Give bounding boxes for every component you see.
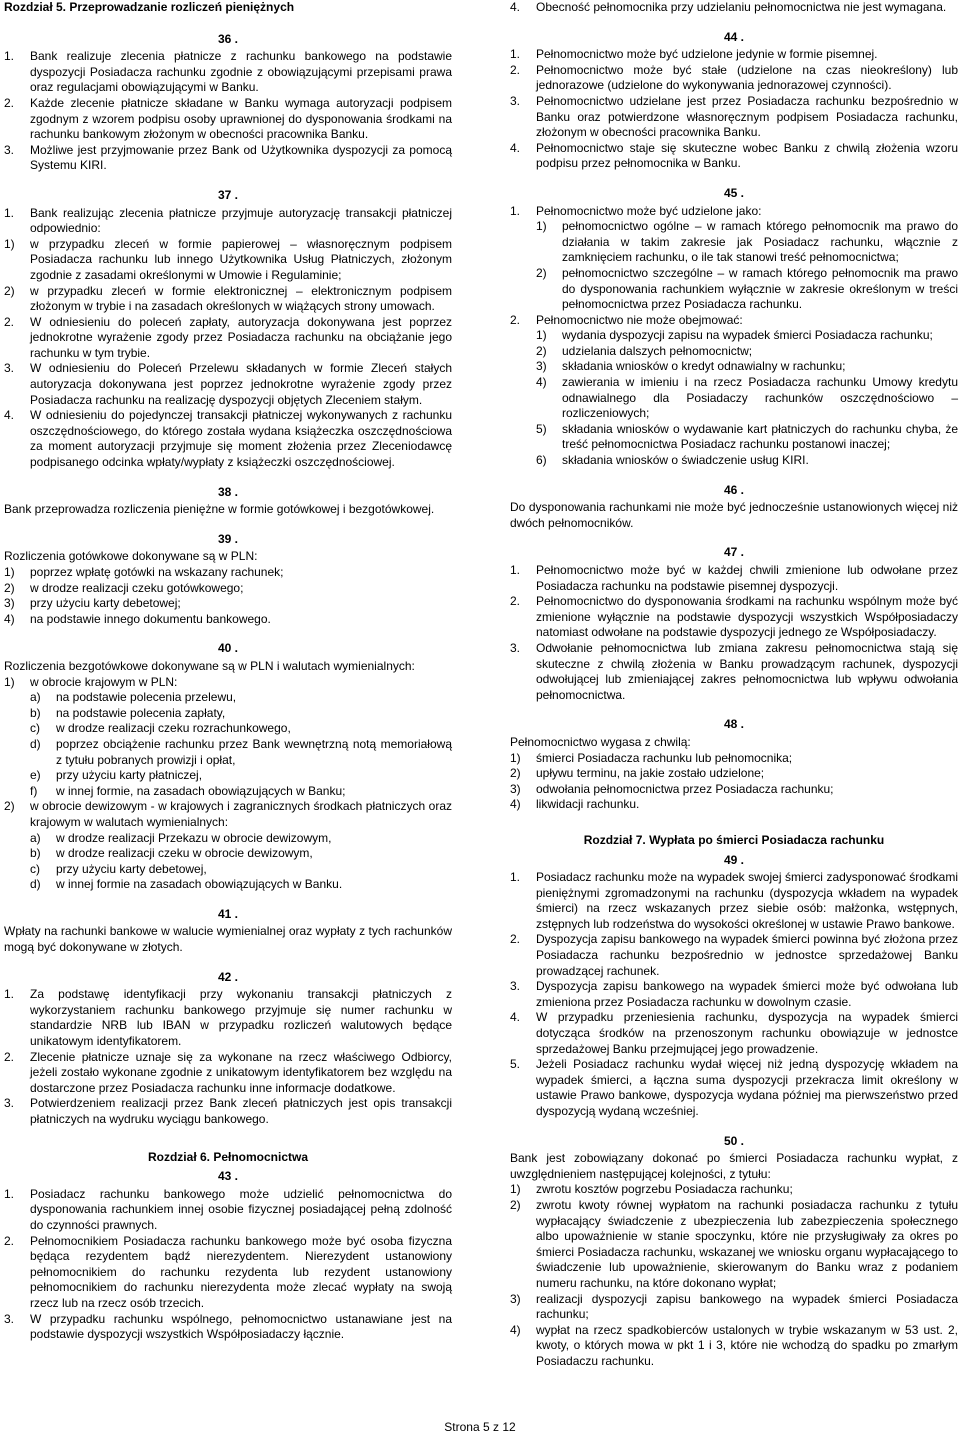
- page-footer: Strona 5 z 12: [444, 1420, 516, 1434]
- list-item: 2) w obrocie dewizowym - w krajowych i zagranicznych środkach płatniczych oraz krajowym w walutach wymienialnych:: [4, 799, 452, 829]
- list-item: 1. Pełnomocnictwo może być udzielone jedynie w formie pisemnej.: [510, 47, 878, 62]
- list-item: 1) w obrocie krajowym w PLN:: [4, 674, 178, 689]
- section-50-list: [510, 1182, 958, 1369]
- list-item: 1) wydania dyspozycji zapisu na wypadek śmierci Posiadacza rachunku;: [536, 328, 933, 343]
- list-item: 3. Możliwe jest przyjmowanie przez Bank od Użytkownika dyspozycji za pomocą Systemu KIRI.: [4, 142, 452, 173]
- list-item: 5. Jeżeli Posiadacz rachunku wydał więcej niż jedną dyspozycję wkładem na wypadek śmierci, a łączna suma dyspozycji przekracza limit określony w ustawie Prawo bankowe, dyspozycja wydana później ma pierwszeństwo przed dyspozycją wydaną wcześniej.: [510, 1057, 958, 1118]
- list-item: 4. Obecność pełnomocnika przy udzielaniu pełnomocnictwa nie jest wymagana.: [510, 0, 947, 14]
- section-43-number: 43 .: [217, 1169, 238, 1184]
- list-item: b) w drodze realizacji czeku w obrocie dewizowym,: [30, 846, 313, 861]
- section-49-number: 49 .: [723, 852, 744, 867]
- list-item: 4) likwidacji rachunku.: [510, 797, 640, 812]
- list-item: d) poprzez obciążenie rachunku przez Bank wewnętrzną notą memoriałową z tytułu pobranych prowizji i opłat,: [30, 736, 452, 767]
- section-44-number: 44 .: [723, 29, 744, 44]
- list-item: 2) w drodze realizacji czeku gotówkowego;: [4, 580, 244, 595]
- list-item: 1. Bank realizując zlecenia płatnicze przyjmuje autoryzację transakcji płatniczej odpowiednio:: [4, 205, 452, 236]
- right-column: [510, 0, 958, 1370]
- list-item: 3. Pełnomocnictwo udzielane jest przez Posiadacza rachunku bezpośrednio w Banku oraz potwierdzone własnoręcznym podpisem Posiadacza rachunku, złożonym w obecności pracownika Banku.: [510, 93, 958, 140]
- section-40-list-2: [4, 799, 452, 830]
- section-48-list: [510, 751, 958, 813]
- section-43-list-cont: [510, 0, 958, 16]
- list-item: 1) w przypadku zleceń w formie papierowej – własnoręcznym podpisem Posiadacza rachunku lub innego Użytkownika Usług Płatniczych, złożonym zgodnie z zasadami określonymi w Umowie i Regulaminie;: [4, 236, 452, 282]
- list-item: e) przy użyciu karty płatniczej,: [30, 768, 203, 783]
- list-item: 2) zwrotu kwoty równej wypłatom na rachunki posiadacza rachunku z tytułu wypłacający świadczenie z ubezpieczenia lub zabezpieczenia społecznego albo upoważnienie w stanie spoczynku, które nie przysługiwały za okres po śmierci Posiadacza rachunku, wskazanej we wniosku organu wypłacającego to świadczenie lub upoważnienie, skierowanym do Banku wraz z podaniem numeru rachunku, na które dokonano wypłat;: [510, 1197, 958, 1290]
- list-item: d) w innej formie na zasadach obowiązujących w Banku.: [30, 877, 343, 892]
- list-item: 1) śmierci Posiadacza rachunku lub pełnomocnika;: [510, 750, 793, 765]
- section-50-number: 50 .: [723, 1133, 744, 1148]
- list-item: 2. Pełnomocnictwo do dysponowania środkami na rachunku wspólnym może być zmienione wyłącznie na podstawie dyspozycji wszystkich Współposiadaczy natomiast odwołane na podstawie dyspozycji jednego ze Współposiadaczy.: [510, 594, 958, 640]
- section-40-intro: Rozliczenia bezgotówkowe dokonywane są w PLN i walutach wymienialnych:: [4, 658, 415, 673]
- section-39-list: [4, 565, 452, 627]
- chapter-7-title: Rozdział 7. Wypłata po śmierci Posiadacza rachunku: [583, 832, 885, 847]
- section-45-sublist-1: [536, 219, 958, 313]
- left-column: [4, 0, 452, 1343]
- list-item: 4. W odniesieniu do pojedynczej transakcji płatniczej wykonywanych z rachunku oszczędnościowego, do którego została wydana książeczka oszczędnościowa za moment autoryzacji przyjmuje się moment złożenia przez Zleceniodawcę podpisanego odcinka wpłaty/wypłaty z książeczki oszczędnościowej.: [4, 408, 452, 470]
- list-item: 2. Pełnomocnictwo nie może obejmować:: [510, 312, 743, 327]
- section-45-number: 45 .: [723, 185, 744, 200]
- section-40-sublist-1: [30, 690, 452, 799]
- list-item: 4. W przypadku przeniesienia rachunku, dyspozycja na wypadek śmierci dotycząca środków na przenoszonym rachunku obowiązuje w jednostce sprzedażowej Banku przejmującej jego prowadzenie.: [510, 1010, 958, 1056]
- list-item: 2) pełnomocnictwo szczególne – w ramach którego pełnomocnik ma prawo do dysponowania rachunkiem wyłącznie w zakresie określonym w treści pełnomocnictwa przez Posiadacza rachunku.: [536, 265, 958, 312]
- section-37-sublist: [4, 237, 452, 315]
- section-38-text: Bank przeprowadza rozliczenia pieniężne w formie gotówkowej i bezgotówkowej.: [4, 502, 435, 517]
- list-item: 1. Pełnomocnictwo może być udzielone jako:: [510, 203, 762, 218]
- list-item: 2. W odniesieniu do poleceń zapłaty, autoryzacja dokonywana jest poprzez jednokrotne wyrażenie zgody przez Posiadacza rachunku na obciążanie jego rachunku w tym trybie.: [4, 314, 452, 360]
- list-item: 3) odwołania pełnomocnictwa przez Posiadacza rachunku;: [510, 781, 834, 796]
- section-45-sublist-2: [536, 328, 958, 468]
- section-41-text: Wpłaty na rachunki bankowe w walucie wymienialnej oraz wypłaty z tych rachunków mogą być dokonywane w złotych.: [4, 924, 452, 955]
- list-item: 4) na podstawie innego dokumentu bankowego.: [4, 611, 271, 626]
- list-item: 1. Za podstawę identyfikacji przy wykonaniu transakcji płatniczych z wykorzystaniem rachunku bankowego przyjmuje się numer rachunku w standardzie NRB lub IBAN w przypadku rozliczeń walutowych będące unikatowym identyfikatorem.: [4, 987, 452, 1049]
- section-40-number: 40 .: [217, 641, 238, 656]
- section-42-list: [4, 987, 452, 1127]
- list-item: 5) składania wniosków o wydawanie kart płatniczych do rachunku chyba, że treść pełnomocnictwa Posiadacz rachunku postanowi inaczej;: [536, 421, 958, 452]
- list-item: 1) zwrotu kosztów pogrzebu Posiadacza rachunku;: [510, 1182, 793, 1197]
- section-38-number: 38 .: [217, 484, 238, 499]
- list-item: 3. Dyspozycja zapisu bankowego na wypadek śmierci może być odwołana lub zmieniona przez Posiadacza rachunku w dowolnym czasie.: [510, 979, 958, 1009]
- section-48-intro: Pełnomocnictwo wygasa z chwilą:: [510, 734, 691, 749]
- list-item: 3. W odniesieniu do Poleceń Przelewu składanych w formie Zleceń stałych autoryzacja dokonywana jest poprzez jednokrotne wyrażenie zgody przez Posiadacza rachunku na realizację dyspozycji objętych Zleceniem stałym.: [4, 361, 452, 407]
- section-39-number: 39 .: [217, 531, 238, 546]
- section-45-list-2: [510, 313, 958, 329]
- section-48-number: 48 .: [723, 717, 744, 732]
- list-item: 2) upływu terminu, na jakie zostało udzielone;: [510, 766, 765, 781]
- list-item: 1. Posiadacz rachunku bankowego może udzielić pełnomocnictwa do dysponowania rachunkiem innej osobie fizycznej posiadającej pełną zdolność do czynności prawnych.: [4, 1186, 452, 1232]
- section-47-number: 47 .: [723, 545, 744, 560]
- list-item: 1. Posiadacz rachunku może na wypadek swojej śmierci zadysponować środkami pieniężnymi zgromadzonymi na rachunku (dyspozycja wkładem na wypadek śmierci) na rzecz wskazanych przez siebie osób: małżonka, wstępnych, zstępnych lub rodzeństwa do wysokości określonej w ustawie Prawo bankowe.: [510, 870, 958, 931]
- section-37-list-cont: [4, 315, 452, 471]
- section-42-number: 42 .: [217, 969, 238, 984]
- list-item: 2) udzielania dalszych pełnomocnictw;: [536, 343, 753, 358]
- section-46-number: 46 .: [723, 482, 744, 497]
- section-37-list: [4, 206, 452, 237]
- list-item: 4) wypłat na rzecz spadkobierców ustalonych w trybie wskazanym w 53 ust. 2, kwoty, o których mowa w pkt 1 i 3, które nie wchodzą do spadku po zmarłym Posiadaczu rachunku.: [510, 1322, 958, 1368]
- section-45-list: [510, 204, 958, 220]
- section-50-intro: Bank jest zobowiązany dokonać po śmierci Posiadacza rachunku wypłat, z uwzględnieniem następującej kolejności, z tytułu:: [510, 1151, 958, 1181]
- section-40-sublist-2: [30, 831, 452, 893]
- section-44-list: [510, 47, 958, 172]
- list-item: 3) składania wniosków o kredyt odnawialny w rachunku;: [536, 359, 846, 374]
- list-item: 2. Dyspozycja zapisu bankowego na wypadek śmierci powinna być złożona przez Posiadacza rachunku bezpośrednio w jednostce sprzedażowej Banku prowadzącej rachunek.: [510, 932, 958, 978]
- section-37-number: 37 .: [217, 187, 238, 202]
- list-item: a) na podstawie polecenia przelewu,: [30, 690, 237, 705]
- list-item: 2. Zlecenie płatnicze uznaje się za wykonane na rzecz właściwego Odbiorcy, jeżeli zostało wykonane zgodnie z unikatowym identyfikatorem bez względu na dostarczone przez Posiadacza rachunku inne informacje dodatkowe.: [4, 1049, 452, 1095]
- list-item: 3. Potwierdzeniem realizacji przez Bank zleceń płatniczych jest opis transakcji płatniczych na wydruku wyciągu bankowego.: [4, 1096, 452, 1126]
- list-item: f) w innej formie, na zasadach obowiązujących w Banku;: [30, 783, 346, 798]
- list-item: 3) realizacji dyspozycji zapisu bankowego na wypadek śmierci Posiadacza rachunku;: [510, 1291, 958, 1322]
- list-item: a) w drodze realizacji Przekazu w obrocie dewizowym,: [30, 830, 332, 845]
- section-36-number: 36 .: [217, 31, 238, 46]
- list-item: 6) składania wniosków o świadczenie usług KIRI.: [536, 453, 809, 468]
- chapter-6-title: Rozdział 6. Pełnomocnictwa: [147, 1149, 309, 1164]
- list-item: 1. Bank realizuje zlecenia płatnicze z rachunku bankowego na podstawie dyspozycji Posiadacza rachunku zgodnie z obowiązującymi przepisami prawa oraz regulacjami obowiązującymi w Banku.: [4, 49, 452, 95]
- list-item: 4. Pełnomocnictwo staje się skuteczne wobec Banku z chwilą złożenia wzoru podpisu przez pełnomocnika w Banku.: [510, 140, 958, 171]
- section-39-intro: Rozliczenia gotówkowe dokonywane są w PLN:: [4, 549, 258, 564]
- list-item: 2) w przypadku zleceń w formie elektronicznej – elektronicznym podpisem złożonym w trybie i na zasadach określonych w wiążących strony umowach.: [4, 283, 452, 314]
- section-47-list: [510, 563, 958, 703]
- section-36-list: [4, 49, 452, 174]
- list-item: 3. Odwołanie pełnomocnictwa lub zmiana zakresu pełnomocnictwa stają się skuteczne z chwilą złożenia w Banku prowadzącym rachunek, dyspozycji odwołującej lub zmieniającej zakres pełnomocnictwa lub wpływu odwołania pełnomocnictwa.: [510, 640, 958, 702]
- list-item: 2. Każde zlecenie płatnicze składane w Banku wymaga autoryzacji podpisem zgodnym z wzorem podpisu osoby uprawnionej do dysponowania środkami na rachunku bankowym złożonym w obecności pracownika Banku.: [4, 95, 452, 142]
- list-item: 3. W przypadku rachunku wspólnego, pełnomocnictwo ustanawiane jest na podstawie dyspozycji wszystkich Współposiadaczy łącznie.: [4, 1311, 452, 1342]
- section-46-text: Do dysponowania rachunkami nie może być jednocześnie ustanowionych więcej niż dwóch pełnomocników.: [510, 500, 958, 530]
- list-item: 4) zawierania w imieniu i na rzecz Posiadacza rachunku Umowy kredytu odnawialnego dla Posiadaczy rachunków oszczędnościowo –rozliczeniowych;: [536, 375, 958, 421]
- list-item: c) w drodze realizacji czeku rozrachunkowego,: [30, 721, 291, 736]
- list-item: 1. Pełnomocnictwo może być w każdej chwili zmienione lub odwołane przez Posiadacza rachunku na podstawie pisemnej dyspozycji.: [510, 563, 958, 593]
- list-item: 1) pełnomocnictwo ogólne – w ramach którego pełnomocnik ma prawo do działania w takim zakresie jak Posiadacz rachunku, włącznie z zamknięciem rachunku, o ile tak stanowi treść pełnomocnictwa;: [536, 219, 958, 265]
- section-41-number: 41 .: [217, 906, 238, 921]
- list-item: 2. Pełnomocnikiem Posiadacza rachunku bankowego może być osoba fizyczna będąca rezydentem bądź nierezydentem. Nierezydent ustanowiony pełnomocnikiem do rachunku rezydenta lub rezydent ustanowiony pełnomocnikiem do rachunku nierezydenta może zlecać wypłaty na swoją rzecz lub na rzecz osób trzecich.: [4, 1233, 452, 1310]
- section-49-list: [510, 870, 958, 1120]
- chapter-5-title: Rozdział 5. Przeprowadzanie rozliczeń pieniężnych: [4, 0, 295, 14]
- list-item: c) przy użyciu karty debetowej,: [30, 861, 207, 876]
- list-item: 2. Pełnomocnictwo może być stałe (udzielone na czas nieokreślony) lub jednorazowe (udzielone do wykonywania jednorazowej czynności).: [510, 62, 958, 93]
- list-item: 1) poprzez wpłatę gotówki na wskazany rachunek;: [4, 565, 284, 579]
- section-40-list: [4, 675, 452, 691]
- list-item: b) na podstawie polecenia zapłaty,: [30, 705, 226, 720]
- list-item: 3) przy użyciu karty debetowej;: [4, 596, 181, 611]
- section-43-list: [4, 1187, 452, 1343]
